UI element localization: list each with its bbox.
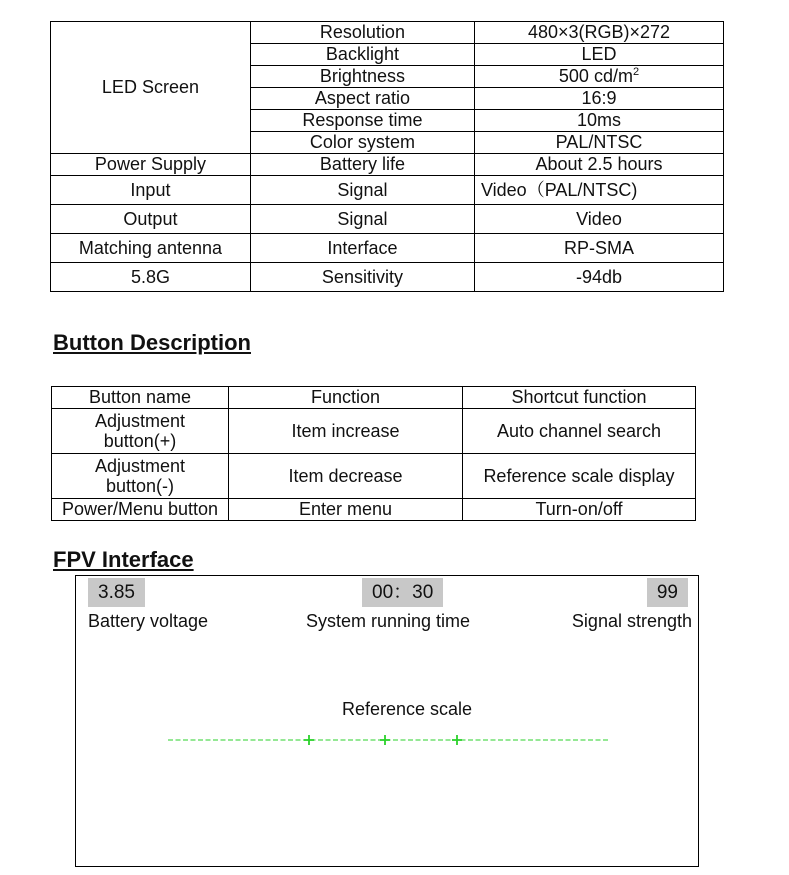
spec-value-battery-life: About 2.5 hours <box>474 154 723 176</box>
spec-value-aspect-ratio: 16:9 <box>474 88 723 110</box>
button-name-plus-line1: Adjustment <box>94 411 186 431</box>
spec-value-brightness <box>474 66 723 88</box>
header-function: Function <box>229 387 463 409</box>
button-name-minus-line2: button(-) <box>105 476 175 496</box>
category-5-8g: 5.8G <box>51 263 251 292</box>
button-name-minus-line1: Adjustment <box>94 456 186 476</box>
reference-scale-line <box>168 732 610 748</box>
running-time-label: System running time <box>306 611 471 631</box>
function-power-menu: Enter menu <box>229 499 463 521</box>
specification-table <box>50 21 724 292</box>
spec-item-interface: Interface <box>250 234 474 263</box>
fpv-screen-diagram <box>75 575 699 867</box>
button-name-minus <box>52 454 229 499</box>
spec-item-aspect-ratio: Aspect ratio <box>250 88 474 110</box>
spec-value-color-system: PAL/NTSC <box>474 132 723 154</box>
spec-item-sensitivity: Sensitivity <box>250 263 474 292</box>
button-name-power-menu: Power/Menu button <box>52 499 229 521</box>
shortcut-plus: Auto channel search <box>463 409 696 454</box>
battery-voltage-label: Battery voltage <box>88 611 209 631</box>
spec-item-color-system: Color system <box>250 132 474 154</box>
shortcut-minus: Reference scale display <box>463 454 696 499</box>
header-button-name: Button name <box>52 387 229 409</box>
category-output: Output <box>51 205 251 234</box>
reference-scale-label: Reference scale <box>342 699 473 719</box>
fpv-interface-heading: FPV Interface <box>53 547 194 572</box>
battery-voltage-value: 3.85 <box>88 578 145 607</box>
brightness-unit-superscript: 2 <box>632 66 640 78</box>
spec-item-battery-life: Battery life <box>250 154 474 176</box>
spec-item-response-time: Response time <box>250 110 474 132</box>
spec-item-input-signal: Signal <box>250 176 474 205</box>
spec-item-output-signal: Signal <box>250 205 474 234</box>
spec-value-resolution: 480×3(RGB)×272 <box>474 22 723 44</box>
signal-strength-label: Signal strength <box>571 611 692 631</box>
function-minus: Item decrease <box>229 454 463 499</box>
button-description-heading: Button Description <box>53 330 251 355</box>
category-input: Input <box>51 176 251 205</box>
shortcut-power-menu: Turn-on/off <box>463 499 696 521</box>
category-matching-antenna: Matching antenna <box>51 234 251 263</box>
header-shortcut-function: Shortcut function <box>463 387 696 409</box>
category-led-screen: LED Screen <box>51 22 251 154</box>
running-time-value: 00：30 <box>362 578 443 607</box>
spec-value-output-signal: Video <box>474 205 723 234</box>
button-name-plus-line2: button(+) <box>103 431 177 451</box>
spec-value-interface: RP-SMA <box>474 234 723 263</box>
button-description-table <box>51 386 696 521</box>
spec-value-input-signal: Video（PAL/NTSC) <box>474 176 723 205</box>
spec-item-backlight: Backlight <box>250 44 474 66</box>
function-plus: Item increase <box>229 409 463 454</box>
spec-item-brightness: Brightness <box>250 66 474 88</box>
signal-strength-value: 99 <box>647 578 688 607</box>
spec-value-sensitivity: -94db <box>474 263 723 292</box>
brightness-value-text: 500 cd/m <box>558 66 633 86</box>
category-power-supply: Power Supply <box>51 154 251 176</box>
button-name-plus <box>52 409 229 454</box>
spec-value-response-time: 10ms <box>474 110 723 132</box>
spec-value-backlight: LED <box>474 44 723 66</box>
spec-item-resolution: Resolution <box>250 22 474 44</box>
